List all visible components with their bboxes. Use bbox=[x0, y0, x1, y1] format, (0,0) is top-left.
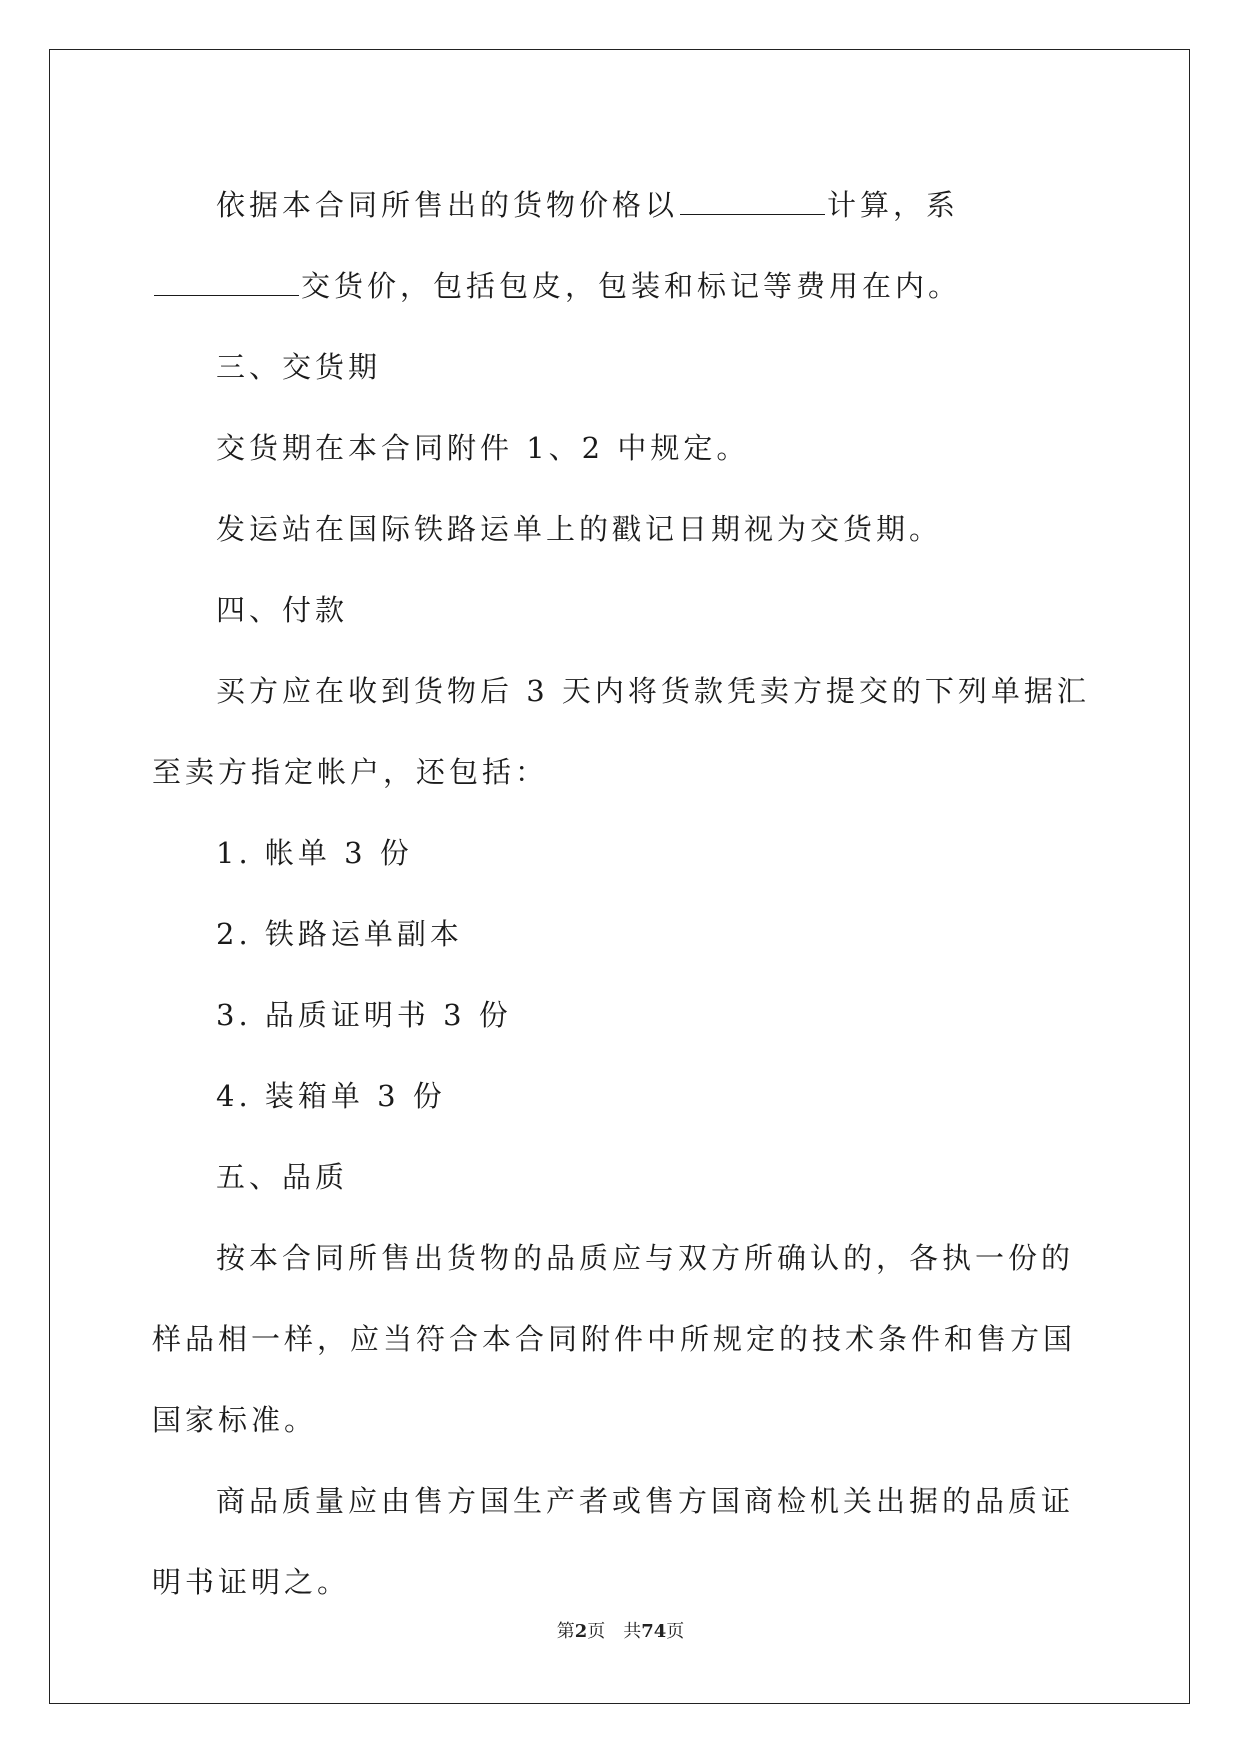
paragraph-payment: 买方应在收到货物后 3 天内将货款凭卖方提交的下列单据汇至卖方指定帐户，还包括： bbox=[152, 674, 1090, 789]
paragraph-delivery-stamp: 发运站在国际铁路运单上的戳记日期视为交货期。 bbox=[216, 512, 943, 546]
price-text-start: 依据本合同所售出的货物价格以 bbox=[216, 188, 679, 222]
blank-price-basis bbox=[680, 188, 825, 215]
list-item-invoice: 1. 帐单 3 份 bbox=[216, 836, 413, 870]
list-item-waybill: 2. 铁路运单副本 bbox=[216, 917, 463, 951]
paragraph-quality-proof: 商品质量应由售方国生产者或售方国商检机关出据的品质证明书证明之。 bbox=[152, 1484, 1075, 1599]
section-heading-payment: 四、付款 bbox=[216, 593, 349, 627]
section-heading-quality: 五、品质 bbox=[216, 1160, 349, 1194]
price-text-end: 交货价，包括包皮，包装和标记等费用在内。 bbox=[301, 269, 962, 303]
paragraph-price bbox=[152, 165, 1092, 327]
document-body bbox=[152, 165, 1092, 1623]
footer-total-pages: 74 bbox=[641, 1621, 667, 1642]
footer-total-prefix: 共 bbox=[623, 1621, 642, 1642]
page-footer bbox=[0, 1617, 1241, 1643]
footer-total-suffix: 页 bbox=[666, 1621, 685, 1642]
paragraph-delivery-period: 交货期在本合同附件 1、2 中规定。 bbox=[216, 431, 750, 465]
footer-page-suffix: 页 bbox=[587, 1621, 606, 1642]
footer-page-number: 2 bbox=[574, 1621, 588, 1642]
blank-delivery-terms bbox=[154, 269, 299, 296]
price-text-middle: 计算，系 bbox=[827, 188, 960, 222]
paragraph-quality-standard: 按本合同所售出货物的品质应与双方所确认的，各执一份的样品相一样，应当符合本合同附件中所规定的技术条件和售方国国家标准。 bbox=[152, 1241, 1077, 1437]
list-item-quality-certificate: 3. 品质证明书 3 份 bbox=[216, 998, 512, 1032]
section-heading-delivery: 三、交货期 bbox=[216, 350, 382, 384]
footer-prefix: 第 bbox=[556, 1621, 575, 1642]
list-item-packing-list: 4. 装箱单 3 份 bbox=[216, 1079, 446, 1113]
